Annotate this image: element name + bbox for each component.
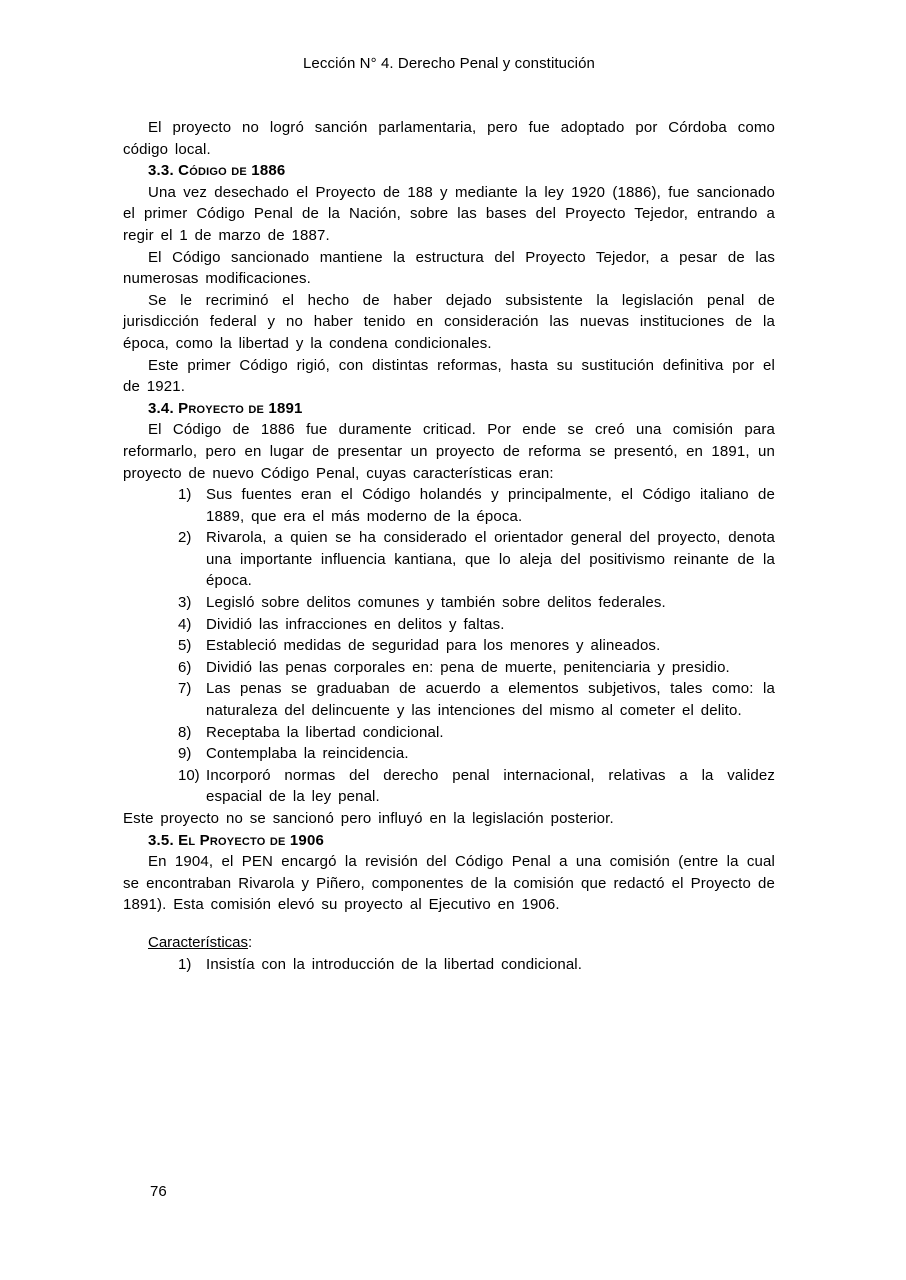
heading-3-5 bbox=[148, 830, 775, 852]
heading-3-5-text: 3.5. El Proyecto de 1906 bbox=[148, 831, 325, 849]
list-item bbox=[123, 527, 775, 592]
list-item-text: Contemplaba la reincidencia. bbox=[206, 745, 409, 763]
list-item-number: 10) bbox=[178, 766, 200, 784]
caracteristicas-colon: : bbox=[248, 933, 253, 951]
list-item bbox=[123, 614, 775, 636]
heading-3-4 bbox=[148, 398, 775, 420]
numbered-list-1891 bbox=[123, 484, 775, 808]
list-item bbox=[123, 743, 775, 765]
paragraph-1886-4: Este primer Código rigió, con distintas reformas, hasta su sustitución definitiva por el de 1921. bbox=[123, 356, 775, 396]
list-item bbox=[123, 678, 775, 721]
caracteristicas-heading bbox=[148, 932, 775, 954]
heading-3-3 bbox=[148, 160, 775, 182]
list-item-text: Legisló sobre delitos comunes y también sobre delitos federales. bbox=[206, 594, 666, 612]
list-item-number: 6) bbox=[178, 658, 192, 676]
list-item-text: Sus fuentes eran el Código holandés y principalmente, el Código italiano de 1889, que era el más moderno de la época. bbox=[206, 486, 775, 525]
list-item bbox=[123, 954, 775, 976]
paragraph-intro: El proyecto no logró sanción parlamentaria, pero fue adoptado por Córdoba como código local. bbox=[123, 119, 775, 158]
list-item bbox=[123, 657, 775, 679]
list-item-number: 3) bbox=[178, 594, 192, 612]
list-item-number: 7) bbox=[178, 680, 192, 698]
paragraph-1886-1: Una vez desechado el Proyecto de 188 y mediante la ley 1920 (1886), fue sancionado el primer Código Penal de la Nación, sobre las bases del Proyecto Tejedor, entrando a regir el 1 de marzo de 1887. bbox=[123, 183, 775, 244]
paragraph-1891-intro: El Código de 1886 fue duramente criticad. Por ende se creó una comisión para reformarlo, pero en lugar de presentar un proyecto de reforma se presentó, en 1891, un proyecto de nuevo Código Penal, cuyas características eran: bbox=[123, 421, 775, 482]
list-item-number: 1) bbox=[178, 955, 192, 973]
heading-3-4-text: 3.4. Proyecto de 1891 bbox=[148, 399, 303, 417]
list-item-text: Receptaba la libertad condicional. bbox=[206, 723, 444, 741]
list-item bbox=[123, 765, 775, 808]
list-item-number: 4) bbox=[178, 615, 192, 633]
list-item-text: Incorporó normas del derecho penal internacional, relativas a la validez espacial de la ley penal. bbox=[206, 766, 775, 806]
numbered-list-1906 bbox=[123, 954, 775, 976]
running-header bbox=[123, 53, 775, 75]
list-item-number: 1) bbox=[178, 486, 192, 504]
heading-3-3-text: 3.3. Código de 1886 bbox=[148, 162, 286, 180]
list-item bbox=[123, 635, 775, 657]
list-item bbox=[123, 722, 775, 744]
content-area bbox=[123, 117, 775, 975]
list-item-text: Rivarola, a quien se ha considerado el orientador general del proyecto, denota una importante influencia kantiana, que lo aleja del positivismo reinante de la época. bbox=[206, 529, 775, 590]
list-item-text: Las penas se graduaban de acuerdo a elementos subjetivos, tales como: la naturaleza del delincuente y las intenciones del mismo al cometer el delito. bbox=[206, 680, 775, 720]
caracteristicas-label: Características bbox=[148, 933, 249, 951]
list-item bbox=[123, 592, 775, 614]
page-number: 76 bbox=[150, 1183, 167, 1200]
list-item-number: 2) bbox=[178, 529, 192, 547]
list-item-text: Dividió las penas corporales en: pena de muerte, penitenciaria y presidio. bbox=[206, 658, 730, 676]
paragraph-1906-intro: En 1904, el PEN encargó la revisión del Código Penal a una comisión (entre la cual se encontraban Rivarola y Piñero, componentes de la comisión que redactó el Proyecto de 1891). Esta comisión elevó su proyecto al Ejecutivo en 1906. bbox=[123, 853, 775, 914]
list-item-text: Insistía con la introducción de la libertad condicional. bbox=[206, 955, 583, 973]
paragraph-1886-2: El Código sancionado mantiene la estructura del Proyecto Tejedor, a pesar de las numerosas modificaciones. bbox=[123, 248, 775, 288]
list-item bbox=[123, 484, 775, 527]
list-item-number: 8) bbox=[178, 723, 192, 741]
paragraph-1891-closing: Este proyecto no se sancionó pero influyó en la legislación posterior. bbox=[123, 810, 614, 827]
list-item-number: 9) bbox=[178, 745, 192, 763]
paragraph-1886-3: Se le recriminó el hecho de haber dejado subsistente la legislación penal de jurisdicción federal y no haber tenido en consideración las nuevas instituciones de la época, como la libertad y la condena condicionales. bbox=[123, 291, 775, 352]
list-item-number: 5) bbox=[178, 637, 192, 655]
header-title: Lección N° 4. Derecho Penal y constitución bbox=[302, 55, 596, 72]
list-item-text: Dividió las infracciones en delitos y faltas. bbox=[206, 615, 505, 633]
list-item-text: Estableció medidas de seguridad para los menores y alineados. bbox=[206, 637, 661, 655]
